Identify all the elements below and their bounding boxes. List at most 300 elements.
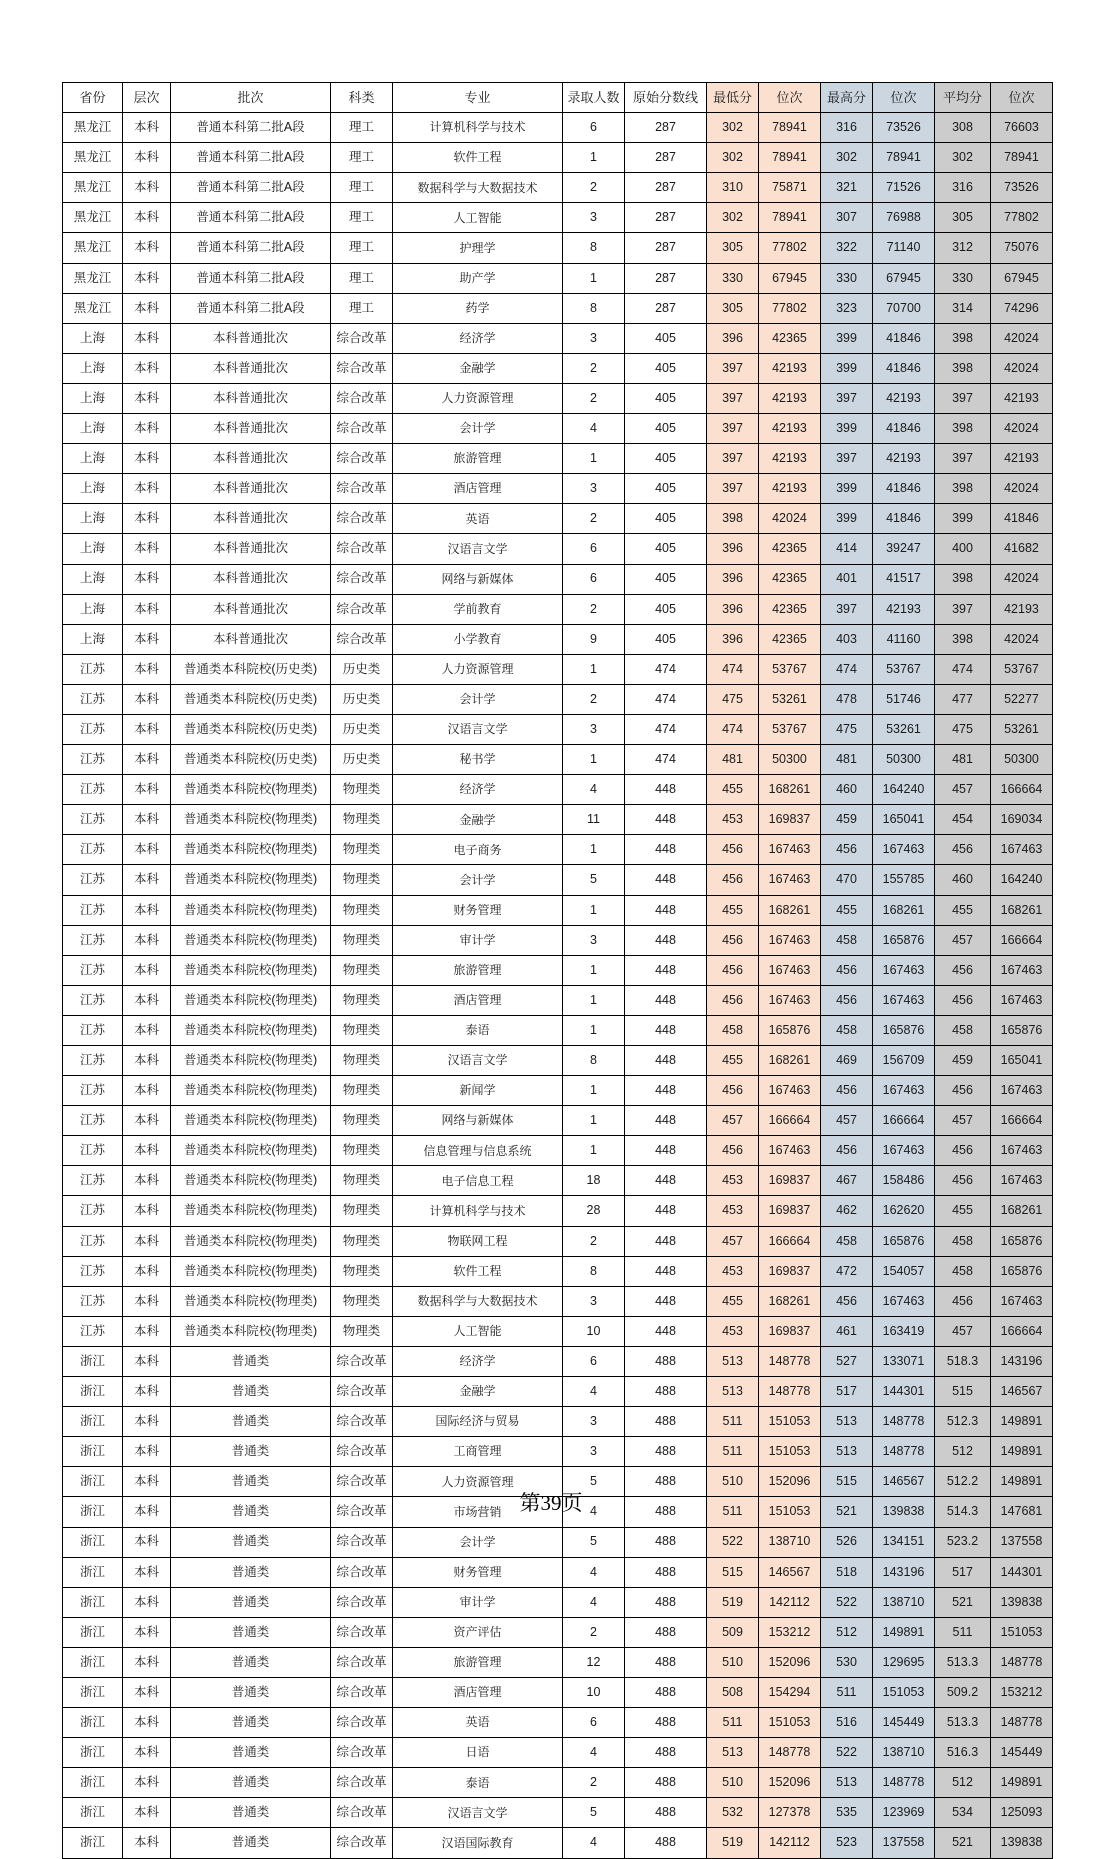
cell-level: 本科	[123, 1407, 171, 1437]
cell-batch: 普通类	[171, 1677, 331, 1707]
cell-admit-count: 4	[563, 1738, 625, 1768]
cell-base-line: 448	[625, 775, 707, 805]
cell-major: 汉语言文学	[393, 534, 563, 564]
cell-max-score: 478	[821, 684, 873, 714]
cell-level: 本科	[123, 1828, 171, 1858]
cell-min-score: 456	[707, 1136, 759, 1166]
cell-max-rank: 149891	[873, 1617, 935, 1647]
cell-avg-score: 397	[935, 444, 991, 474]
cell-max-rank: 148778	[873, 1768, 935, 1798]
cell-major: 新闻学	[393, 1076, 563, 1106]
cell-province: 黑龙江	[63, 203, 123, 233]
cell-max-rank: 156709	[873, 1046, 935, 1076]
cell-level: 本科	[123, 323, 171, 353]
cell-max-rank: 41160	[873, 624, 935, 654]
cell-level: 本科	[123, 383, 171, 413]
cell-max-score: 460	[821, 775, 873, 805]
table-row	[63, 1106, 1053, 1136]
cell-min-rank: 53767	[759, 654, 821, 684]
cell-max-rank: 148778	[873, 1437, 935, 1467]
cell-min-rank: 168261	[759, 1286, 821, 1316]
table-row	[63, 654, 1053, 684]
cell-min-rank: 152096	[759, 1467, 821, 1497]
cell-subject: 综合改革	[331, 504, 393, 534]
cell-min-rank: 167463	[759, 955, 821, 985]
cell-avg-score: 454	[935, 805, 991, 835]
cell-base-line: 448	[625, 1136, 707, 1166]
cell-avg-score: 455	[935, 1196, 991, 1226]
cell-admit-count: 4	[563, 1377, 625, 1407]
cell-min-rank: 169837	[759, 1196, 821, 1226]
cell-min-score: 519	[707, 1587, 759, 1617]
cell-avg-score: 308	[935, 113, 991, 143]
column-header-level: 层次	[123, 83, 171, 113]
table-body	[63, 113, 1053, 1858]
table-row	[63, 865, 1053, 895]
cell-level: 本科	[123, 1286, 171, 1316]
cell-base-line: 474	[625, 684, 707, 714]
cell-major: 人工智能	[393, 203, 563, 233]
cell-admit-count: 2	[563, 353, 625, 383]
cell-base-line: 488	[625, 1467, 707, 1497]
cell-min-rank: 50300	[759, 745, 821, 775]
cell-batch: 本科普通批次	[171, 414, 331, 444]
cell-avg-score: 314	[935, 293, 991, 323]
cell-base-line: 448	[625, 955, 707, 985]
cell-avg-score: 459	[935, 1046, 991, 1076]
cell-min-score: 509	[707, 1617, 759, 1647]
cell-admit-count: 1	[563, 835, 625, 865]
cell-major: 经济学	[393, 1346, 563, 1376]
table-row	[63, 1527, 1053, 1557]
cell-batch: 本科普通批次	[171, 353, 331, 383]
cell-min-score: 475	[707, 684, 759, 714]
cell-max-rank: 164240	[873, 775, 935, 805]
cell-max-rank: 73526	[873, 113, 935, 143]
cell-base-line: 287	[625, 263, 707, 293]
page-number-footer: 第39页	[519, 1491, 583, 1515]
cell-level: 本科	[123, 1708, 171, 1738]
cell-admit-count: 6	[563, 1346, 625, 1376]
cell-max-rank: 78941	[873, 143, 935, 173]
cell-max-rank: 163419	[873, 1316, 935, 1346]
cell-admit-count: 5	[563, 1527, 625, 1557]
cell-min-score: 456	[707, 985, 759, 1015]
cell-batch: 普通类	[171, 1557, 331, 1587]
cell-max-score: 399	[821, 474, 873, 504]
cell-min-rank: 42365	[759, 564, 821, 594]
cell-batch: 本科普通批次	[171, 564, 331, 594]
cell-min-rank: 154294	[759, 1677, 821, 1707]
cell-max-rank: 139838	[873, 1497, 935, 1527]
cell-avg-score: 397	[935, 594, 991, 624]
cell-subject: 综合改革	[331, 1497, 393, 1527]
cell-base-line: 474	[625, 745, 707, 775]
table-row	[63, 323, 1053, 353]
cell-admit-count: 1	[563, 1015, 625, 1045]
cell-min-rank: 77802	[759, 293, 821, 323]
cell-province: 江苏	[63, 1166, 123, 1196]
cell-avg-rank: 147681	[991, 1497, 1053, 1527]
cell-subject: 综合改革	[331, 624, 393, 654]
cell-base-line: 405	[625, 474, 707, 504]
cell-min-rank: 53261	[759, 684, 821, 714]
cell-province: 江苏	[63, 1316, 123, 1346]
cell-avg-score: 456	[935, 955, 991, 985]
cell-level: 本科	[123, 353, 171, 383]
cell-min-score: 510	[707, 1768, 759, 1798]
cell-province: 上海	[63, 474, 123, 504]
cell-avg-score: 509.2	[935, 1677, 991, 1707]
cell-avg-rank: 73526	[991, 173, 1053, 203]
cell-base-line: 474	[625, 714, 707, 744]
cell-admit-count: 3	[563, 925, 625, 955]
cell-avg-score: 398	[935, 474, 991, 504]
table-row	[63, 263, 1053, 293]
cell-max-score: 456	[821, 955, 873, 985]
cell-min-rank: 148778	[759, 1738, 821, 1768]
cell-province: 上海	[63, 594, 123, 624]
cell-level: 本科	[123, 293, 171, 323]
cell-base-line: 448	[625, 895, 707, 925]
cell-level: 本科	[123, 1256, 171, 1286]
cell-max-rank: 42193	[873, 594, 935, 624]
cell-level: 本科	[123, 1015, 171, 1045]
cell-subject: 综合改革	[331, 414, 393, 444]
cell-base-line: 488	[625, 1677, 707, 1707]
cell-max-rank: 145449	[873, 1708, 935, 1738]
cell-batch: 普通本科第二批A段	[171, 203, 331, 233]
cell-level: 本科	[123, 444, 171, 474]
table-row	[63, 1136, 1053, 1166]
cell-avg-rank: 145449	[991, 1738, 1053, 1768]
table-row	[63, 293, 1053, 323]
cell-avg-score: 316	[935, 173, 991, 203]
cell-batch: 本科普通批次	[171, 444, 331, 474]
cell-batch: 普通类本科院校(历史类)	[171, 745, 331, 775]
cell-batch: 普通类	[171, 1647, 331, 1677]
cell-min-rank: 169837	[759, 1166, 821, 1196]
cell-level: 本科	[123, 1106, 171, 1136]
cell-batch: 普通类	[171, 1798, 331, 1828]
cell-base-line: 488	[625, 1828, 707, 1858]
cell-base-line: 287	[625, 113, 707, 143]
cell-base-line: 488	[625, 1527, 707, 1557]
cell-base-line: 405	[625, 564, 707, 594]
cell-avg-score: 457	[935, 1316, 991, 1346]
cell-max-rank: 167463	[873, 1076, 935, 1106]
cell-major: 信息管理与信息系统	[393, 1136, 563, 1166]
cell-major: 酒店管理	[393, 1677, 563, 1707]
table-header	[63, 83, 1053, 113]
cell-min-rank: 166664	[759, 1106, 821, 1136]
table-row	[63, 1166, 1053, 1196]
cell-min-score: 453	[707, 1256, 759, 1286]
cell-subject: 综合改革	[331, 1768, 393, 1798]
cell-min-score: 397	[707, 353, 759, 383]
cell-level: 本科	[123, 1196, 171, 1226]
cell-max-rank: 133071	[873, 1346, 935, 1376]
cell-admit-count: 11	[563, 805, 625, 835]
cell-province: 浙江	[63, 1587, 123, 1617]
cell-batch: 普通类本科院校(物理类)	[171, 895, 331, 925]
cell-level: 本科	[123, 1738, 171, 1768]
cell-max-score: 397	[821, 383, 873, 413]
cell-major: 审计学	[393, 925, 563, 955]
cell-subject: 综合改革	[331, 353, 393, 383]
cell-avg-rank: 42024	[991, 624, 1053, 654]
cell-max-score: 459	[821, 805, 873, 835]
cell-level: 本科	[123, 1467, 171, 1497]
cell-major: 国际经济与贸易	[393, 1407, 563, 1437]
cell-max-score: 321	[821, 173, 873, 203]
cell-admit-count: 4	[563, 1587, 625, 1617]
cell-subject: 综合改革	[331, 444, 393, 474]
cell-province: 浙江	[63, 1617, 123, 1647]
cell-min-score: 456	[707, 925, 759, 955]
cell-major: 泰语	[393, 1768, 563, 1798]
cell-province: 江苏	[63, 684, 123, 714]
cell-max-score: 461	[821, 1316, 873, 1346]
cell-min-score: 310	[707, 173, 759, 203]
cell-level: 本科	[123, 1437, 171, 1467]
cell-admit-count: 2	[563, 594, 625, 624]
cell-max-score: 399	[821, 353, 873, 383]
cell-avg-rank: 144301	[991, 1557, 1053, 1587]
cell-batch: 普通本科第二批A段	[171, 143, 331, 173]
cell-max-rank: 167463	[873, 985, 935, 1015]
cell-max-rank: 165041	[873, 805, 935, 835]
cell-admit-count: 1	[563, 654, 625, 684]
cell-min-rank: 42365	[759, 323, 821, 353]
cell-avg-score: 512.2	[935, 1467, 991, 1497]
cell-avg-rank: 165876	[991, 1226, 1053, 1256]
cell-level: 本科	[123, 835, 171, 865]
cell-min-rank: 167463	[759, 925, 821, 955]
cell-avg-score: 457	[935, 775, 991, 805]
cell-max-score: 458	[821, 925, 873, 955]
cell-base-line: 448	[625, 835, 707, 865]
cell-level: 本科	[123, 745, 171, 775]
cell-max-rank: 166664	[873, 1106, 935, 1136]
cell-min-rank: 168261	[759, 1046, 821, 1076]
cell-batch: 普通类本科院校(物理类)	[171, 925, 331, 955]
cell-max-score: 521	[821, 1497, 873, 1527]
cell-min-score: 456	[707, 865, 759, 895]
cell-max-score: 481	[821, 745, 873, 775]
cell-major: 英语	[393, 1708, 563, 1738]
cell-max-score: 527	[821, 1346, 873, 1376]
cell-min-rank: 78941	[759, 143, 821, 173]
cell-base-line: 287	[625, 293, 707, 323]
cell-batch: 普通本科第二批A段	[171, 113, 331, 143]
cell-avg-score: 398	[935, 624, 991, 654]
cell-level: 本科	[123, 654, 171, 684]
cell-avg-score: 457	[935, 1106, 991, 1136]
cell-avg-score: 397	[935, 383, 991, 413]
cell-avg-rank: 148778	[991, 1708, 1053, 1738]
cell-admit-count: 8	[563, 1256, 625, 1286]
cell-min-rank: 148778	[759, 1346, 821, 1376]
cell-level: 本科	[123, 1076, 171, 1106]
cell-min-rank: 42024	[759, 504, 821, 534]
cell-batch: 普通类本科院校(物理类)	[171, 985, 331, 1015]
cell-province: 上海	[63, 323, 123, 353]
cell-batch: 普通类本科院校(物理类)	[171, 835, 331, 865]
cell-min-rank: 167463	[759, 835, 821, 865]
cell-level: 本科	[123, 895, 171, 925]
cell-admit-count: 1	[563, 985, 625, 1015]
cell-base-line: 405	[625, 594, 707, 624]
cell-min-score: 396	[707, 534, 759, 564]
cell-avg-rank: 77802	[991, 203, 1053, 233]
cell-level: 本科	[123, 203, 171, 233]
cell-batch: 普通本科第二批A段	[171, 263, 331, 293]
cell-max-score: 330	[821, 263, 873, 293]
cell-min-score: 511	[707, 1497, 759, 1527]
cell-major: 汉语言文学	[393, 1798, 563, 1828]
cell-avg-score: 398	[935, 564, 991, 594]
cell-province: 黑龙江	[63, 113, 123, 143]
cell-admit-count: 1	[563, 895, 625, 925]
cell-min-rank: 138710	[759, 1527, 821, 1557]
cell-base-line: 488	[625, 1437, 707, 1467]
cell-major: 电子信息工程	[393, 1166, 563, 1196]
cell-avg-rank: 149891	[991, 1407, 1053, 1437]
cell-max-rank: 144301	[873, 1377, 935, 1407]
cell-max-rank: 167463	[873, 1286, 935, 1316]
cell-admit-count: 8	[563, 233, 625, 263]
cell-max-rank: 123969	[873, 1798, 935, 1828]
cell-major: 旅游管理	[393, 1647, 563, 1677]
cell-min-rank: 169837	[759, 1256, 821, 1286]
cell-base-line: 448	[625, 865, 707, 895]
cell-province: 江苏	[63, 714, 123, 744]
cell-admit-count: 2	[563, 504, 625, 534]
cell-avg-rank: 74296	[991, 293, 1053, 323]
cell-level: 本科	[123, 173, 171, 203]
cell-avg-score: 518.3	[935, 1346, 991, 1376]
cell-province: 上海	[63, 383, 123, 413]
table-row	[63, 414, 1053, 444]
cell-level: 本科	[123, 1346, 171, 1376]
cell-level: 本科	[123, 985, 171, 1015]
table-row	[63, 955, 1053, 985]
cell-max-score: 399	[821, 504, 873, 534]
cell-major: 数据科学与大数据技术	[393, 173, 563, 203]
table-row	[63, 985, 1053, 1015]
cell-major: 网络与新媒体	[393, 564, 563, 594]
cell-subject: 综合改革	[331, 594, 393, 624]
cell-province: 江苏	[63, 745, 123, 775]
cell-base-line: 488	[625, 1587, 707, 1617]
cell-min-score: 397	[707, 414, 759, 444]
cell-base-line: 488	[625, 1647, 707, 1677]
cell-avg-rank: 166664	[991, 1316, 1053, 1346]
cell-province: 江苏	[63, 895, 123, 925]
cell-min-score: 330	[707, 263, 759, 293]
cell-subject: 综合改革	[331, 323, 393, 353]
cell-major: 人工智能	[393, 1316, 563, 1346]
cell-province: 浙江	[63, 1557, 123, 1587]
cell-batch: 普通类本科院校(物理类)	[171, 865, 331, 895]
cell-min-score: 397	[707, 444, 759, 474]
cell-max-score: 323	[821, 293, 873, 323]
table-row	[63, 1316, 1053, 1346]
cell-max-score: 456	[821, 985, 873, 1015]
cell-level: 本科	[123, 775, 171, 805]
cell-level: 本科	[123, 624, 171, 654]
cell-base-line: 405	[625, 504, 707, 534]
cell-batch: 普通类本科院校(物理类)	[171, 1196, 331, 1226]
cell-base-line: 448	[625, 1226, 707, 1256]
cell-admit-count: 3	[563, 203, 625, 233]
cell-subject: 综合改革	[331, 1377, 393, 1407]
cell-admit-count: 8	[563, 293, 625, 323]
cell-base-line: 287	[625, 143, 707, 173]
cell-min-rank: 142112	[759, 1587, 821, 1617]
cell-max-rank: 50300	[873, 745, 935, 775]
cell-admit-count: 4	[563, 414, 625, 444]
cell-admit-count: 4	[563, 1497, 625, 1527]
cell-major: 旅游管理	[393, 955, 563, 985]
cell-max-rank: 134151	[873, 1527, 935, 1557]
cell-base-line: 488	[625, 1708, 707, 1738]
table-row	[63, 203, 1053, 233]
cell-avg-rank: 148778	[991, 1647, 1053, 1677]
cell-batch: 普通类本科院校(物理类)	[171, 1136, 331, 1166]
cell-min-rank: 151053	[759, 1437, 821, 1467]
cell-admit-count: 4	[563, 775, 625, 805]
cell-avg-rank: 139838	[991, 1828, 1053, 1858]
cell-max-score: 475	[821, 714, 873, 744]
cell-min-score: 305	[707, 293, 759, 323]
cell-min-score: 453	[707, 1316, 759, 1346]
cell-avg-rank: 149891	[991, 1467, 1053, 1497]
cell-batch: 普通类	[171, 1708, 331, 1738]
cell-min-rank: 168261	[759, 895, 821, 925]
cell-avg-rank: 167463	[991, 1166, 1053, 1196]
cell-min-rank: 42193	[759, 474, 821, 504]
cell-max-score: 456	[821, 1136, 873, 1166]
cell-major: 酒店管理	[393, 474, 563, 504]
cell-subject: 综合改革	[331, 1587, 393, 1617]
cell-max-rank: 138710	[873, 1587, 935, 1617]
cell-min-score: 398	[707, 504, 759, 534]
cell-major: 会计学	[393, 1527, 563, 1557]
cell-admit-count: 2	[563, 1617, 625, 1647]
cell-admit-count: 10	[563, 1316, 625, 1346]
cell-avg-score: 458	[935, 1256, 991, 1286]
cell-max-score: 526	[821, 1527, 873, 1557]
cell-avg-rank: 42024	[991, 323, 1053, 353]
cell-avg-rank: 42193	[991, 383, 1053, 413]
cell-avg-rank: 42193	[991, 594, 1053, 624]
cell-min-score: 510	[707, 1647, 759, 1677]
table-row	[63, 1226, 1053, 1256]
cell-subject: 物理类	[331, 1256, 393, 1286]
cell-subject: 物理类	[331, 1076, 393, 1106]
cell-major: 电子商务	[393, 835, 563, 865]
cell-avg-rank: 42193	[991, 444, 1053, 474]
cell-avg-score: 460	[935, 865, 991, 895]
cell-subject: 历史类	[331, 654, 393, 684]
cell-batch: 普通类	[171, 1467, 331, 1497]
cell-batch: 本科普通批次	[171, 594, 331, 624]
cell-major: 酒店管理	[393, 985, 563, 1015]
cell-min-score: 457	[707, 1106, 759, 1136]
table-row	[63, 113, 1053, 143]
